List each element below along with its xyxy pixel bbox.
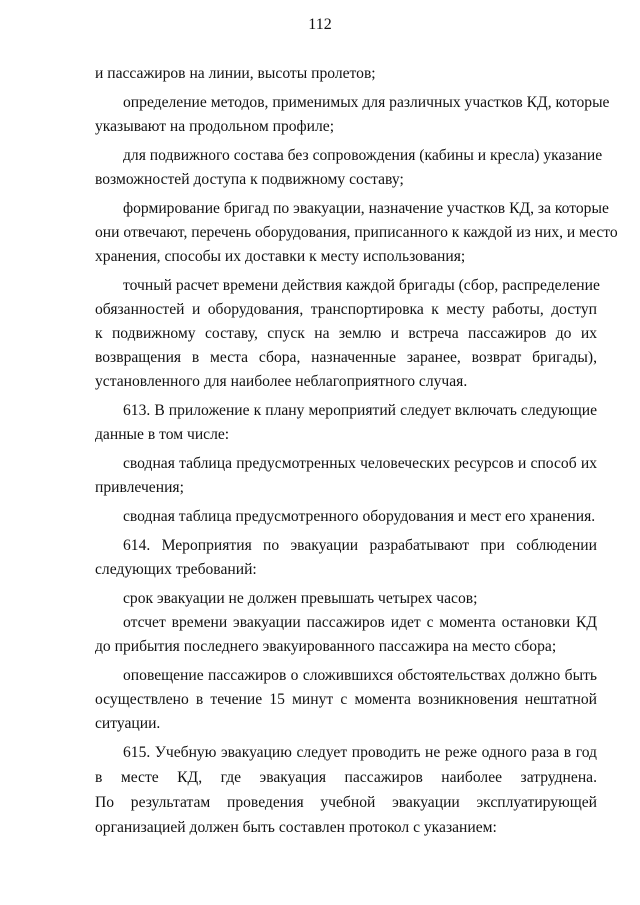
text-line: до прибытия последнего эвакуированного пассажира на место сбора;: [95, 638, 557, 655]
text-line: следующих требований:: [95, 561, 257, 578]
text-line: 613. В приложение к плану мероприятий следует включать следующие: [123, 402, 597, 419]
text-line: возвращения в места сбора, назначенные заранее, возврат бригады),: [95, 349, 597, 366]
text-line: 614. Мероприятия по эвакуации разрабатывают при соблюдении: [123, 537, 597, 554]
text-line: к подвижному составу, спуск на землю и встреча пассажиров до их: [95, 325, 597, 342]
text-line: организацией должен быть составлен протокол с указанием:: [95, 819, 497, 836]
text-line: они отвечают, перечень оборудования, приписанного к каждой из них, и место: [95, 224, 618, 241]
text-line: точный расчет времени действия каждой бригады (сбор, распределение: [123, 277, 600, 294]
text-line: указывают на продольном профиле;: [95, 118, 335, 135]
text-line: хранения, способы их доставки к месту использования;: [95, 248, 466, 265]
text-line: установленного для наиболее неблагоприятного случая.: [95, 373, 468, 390]
text-line: привлечения;: [95, 479, 184, 496]
text-line: осуществлено в течение 15 минут с момента возникновения нештатной: [95, 691, 597, 708]
text-line: 615. Учебную эвакуацию следует проводить не реже одного раза в год: [123, 744, 597, 761]
text-line: отсчет времени эвакуации пассажиров идет с момента остановки КД: [123, 614, 597, 631]
text-line: и пассажиров на линии, высоты пролетов;: [95, 65, 376, 82]
text-line: сводная таблица предусмотренных человеческих ресурсов и способ их: [123, 455, 597, 472]
text-line: определение методов, применимых для различных участков КД, которые: [123, 94, 610, 111]
text-line: формирование бригад по эвакуации, назначение участков КД, за которые: [123, 200, 609, 217]
text-line: обязанностей и оборудования, транспортировка к месту работы, доступ: [95, 301, 597, 318]
text-line: По результатам проведения учебной эвакуации эксплуатирующей: [95, 794, 597, 811]
text-line: в месте КД, где эвакуация пассажиров наиболее затруднена.: [95, 769, 597, 786]
text-line: срок эвакуации не должен превышать четырех часов;: [123, 590, 478, 607]
text-line: оповещение пассажиров о сложившихся обстоятельствах должно быть: [123, 667, 597, 684]
text-line: возможностей доступа к подвижному составу;: [95, 171, 404, 188]
text-line: ситуации.: [95, 715, 161, 732]
page-number: 112: [308, 16, 332, 33]
text-line: данные в том числе:: [95, 426, 230, 443]
text-line: сводная таблица предусмотренного оборудования и мест его хранения.: [123, 508, 596, 525]
text-line: для подвижного состава без сопровождения (кабины и кресла) указание: [123, 147, 603, 164]
